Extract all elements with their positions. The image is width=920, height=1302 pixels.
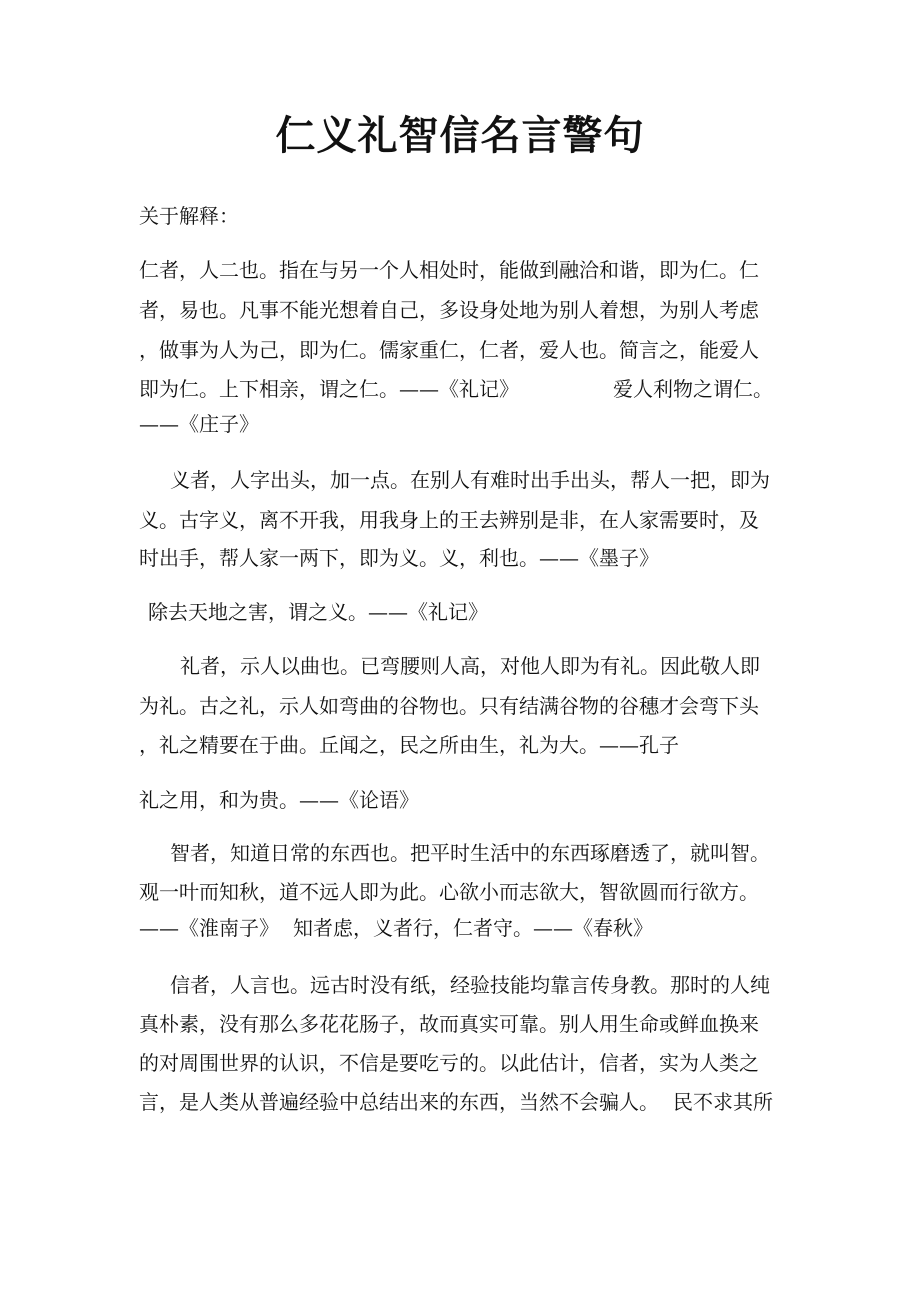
paragraph-ren-line-5: ——《庄子》 bbox=[139, 412, 259, 436]
paragraph-yi-line-1: 义者，人字出头，加一点。在别人有难时出手出头，帮人一把，即为 bbox=[170, 468, 770, 492]
paragraph-xin-line-1: 信者，人言也。远古时没有纸，经验技能均靠言传身教。那时的人纯 bbox=[170, 973, 770, 997]
paragraph-min-start: 民不求其所 bbox=[673, 1090, 773, 1114]
paragraph-li-line-3: ，礼之精要在于曲。丘闻之，民之所由生，礼为大。——孔子 bbox=[139, 733, 679, 757]
paragraph-xin-line-4 bbox=[139, 1088, 789, 1116]
paragraph-ren-line-4 bbox=[139, 375, 789, 403]
paragraph-li-line-2: 为礼。古之礼，示人如弯曲的谷物也。只有结满谷物的谷穗才会弯下头 bbox=[139, 694, 759, 718]
paragraph-xin-line-3: 的对周围世界的认识，不信是要吃亏的。以此估计，信者，实为人类之 bbox=[139, 1051, 759, 1075]
paragraph-xin-text: 言，是人类从普遍经验中总结出来的东西，当然不会骗人。 bbox=[139, 1090, 659, 1114]
quote-chunqiu: 知者虑，义者行，仁者守。——《春秋》 bbox=[293, 916, 653, 940]
paragraph-zhi-line-3 bbox=[139, 914, 789, 942]
paragraph-zhi-line-2: 观一叶而知秋，道不远人即为此。心欲小而志欲大，智欲圆而行欲方。 bbox=[139, 880, 759, 904]
quote-huainanzi: ——《淮南子》 bbox=[139, 916, 279, 940]
quote-yi-liji: 除去天地之害，谓之义。——《礼记》 bbox=[148, 600, 488, 624]
document-title: 仁义礼智信名言警句 bbox=[275, 112, 645, 159]
paragraph-li-line-1: 礼者，示人以曲也。已弯腰则人高，对他人即为有礼。因此敬人即 bbox=[180, 654, 760, 678]
paragraph-yi-line-2: 义。古字义，离不开我，用我身上的王去辨别是非，在人家需要时，及 bbox=[139, 508, 759, 532]
quote-liji: 即为仁。上下相亲，谓之仁。——《礼记》 bbox=[139, 377, 519, 401]
quote-zhuangzi: 爱人利物之谓仁。 bbox=[613, 377, 773, 401]
paragraph-yi-line-3: 时出手，帮人家一两下，即为义。义，利也。——《墨子》 bbox=[139, 546, 659, 570]
paragraph-ren-line-1: 仁者，人二也。指在与另一个人相处时，能做到融洽和谐，即为仁。仁 bbox=[139, 258, 759, 282]
paragraph-ren-line-3: ，做事为人为己，即为仁。儒家重仁，仁者，爱人也。简言之，能爱人 bbox=[139, 338, 759, 362]
paragraph-zhi-line-1: 智者，知道日常的东西也。把平时生活中的东西琢磨透了，就叫智。 bbox=[170, 841, 770, 865]
paragraph-ren-line-2: 者，易也。凡事不能光想着自己，多设身处地为别人着想，为别人考虑 bbox=[139, 298, 759, 322]
quote-lunyu: 礼之用，和为贵。——《论语》 bbox=[139, 788, 419, 812]
paragraph-xin-line-2: 真朴素，没有那么多花花肠子，故而真实可靠。别人用生命或鲜血换来 bbox=[139, 1012, 759, 1036]
intro-label: 关于解释： bbox=[139, 204, 239, 228]
